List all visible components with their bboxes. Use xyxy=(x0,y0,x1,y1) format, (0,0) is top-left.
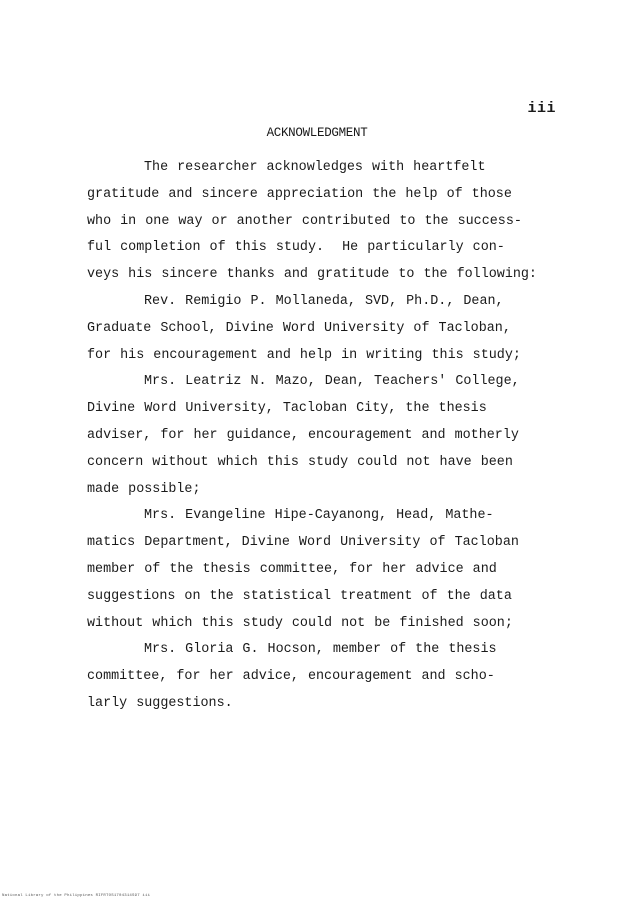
text-line: member of the thesis committee, for her advice and xyxy=(87,561,497,577)
paragraph-intro xyxy=(87,155,535,289)
text-line: committee, for her advice, encouragement and scho- xyxy=(87,669,495,685)
text-line: for his encouragement and help in writing this study; xyxy=(87,347,521,363)
text-line: Divine Word University, Tacloban City, the thesis xyxy=(87,401,487,417)
text-line: gratitude and sincere appreciation the help of those xyxy=(87,186,512,202)
text-line: Rev. Remigio P. Mollaneda, SVD, Ph.D., Dean, xyxy=(144,293,504,309)
paragraph-mollaneda xyxy=(87,289,535,369)
page-title: ACKNOWLEDGMENT xyxy=(266,126,368,140)
text-line: without which this study could not be finished soon; xyxy=(87,615,513,631)
text-line: who in one way or another contributed to the success- xyxy=(87,213,522,229)
text-line: Graduate School, Divine Word University of Tacloban, xyxy=(87,320,511,336)
text-line: made possible; xyxy=(87,481,201,497)
text-line: adviser, for her guidance, encouragement and motherly xyxy=(87,427,519,443)
paragraph-cayanong xyxy=(87,503,535,637)
text-line: larly suggestions. xyxy=(87,695,233,711)
text-line: concern without which this study could not have been xyxy=(87,454,513,470)
text-line: veys his sincere thanks and gratitude to the following: xyxy=(87,267,537,283)
text-line: ful completion of this study. He particularly con- xyxy=(87,240,505,256)
text-line: suggestions on the statistical treatment of the data xyxy=(87,588,512,604)
text-line: Mrs. Gloria G. Hocson, member of the thesis xyxy=(144,642,497,658)
text-line: matics Department, Divine Word University of Tacloban xyxy=(87,535,519,551)
text-line: Mrs. Evangeline Hipe-Cayanong, Head, Mathe- xyxy=(144,508,494,524)
paragraph-hocson xyxy=(87,637,535,717)
page-number: iii xyxy=(527,100,556,117)
paragraph-mazo xyxy=(87,369,535,503)
acknowledgment-body xyxy=(87,155,535,718)
scan-footer: National Library of the Philippines RIFRTOS1704314S97 iii xyxy=(2,894,151,898)
text-line: Mrs. Leatriz N. Mazo, Dean, Teachers' College, xyxy=(144,374,520,390)
text-line: The researcher acknowledges with heartfelt xyxy=(144,160,486,175)
